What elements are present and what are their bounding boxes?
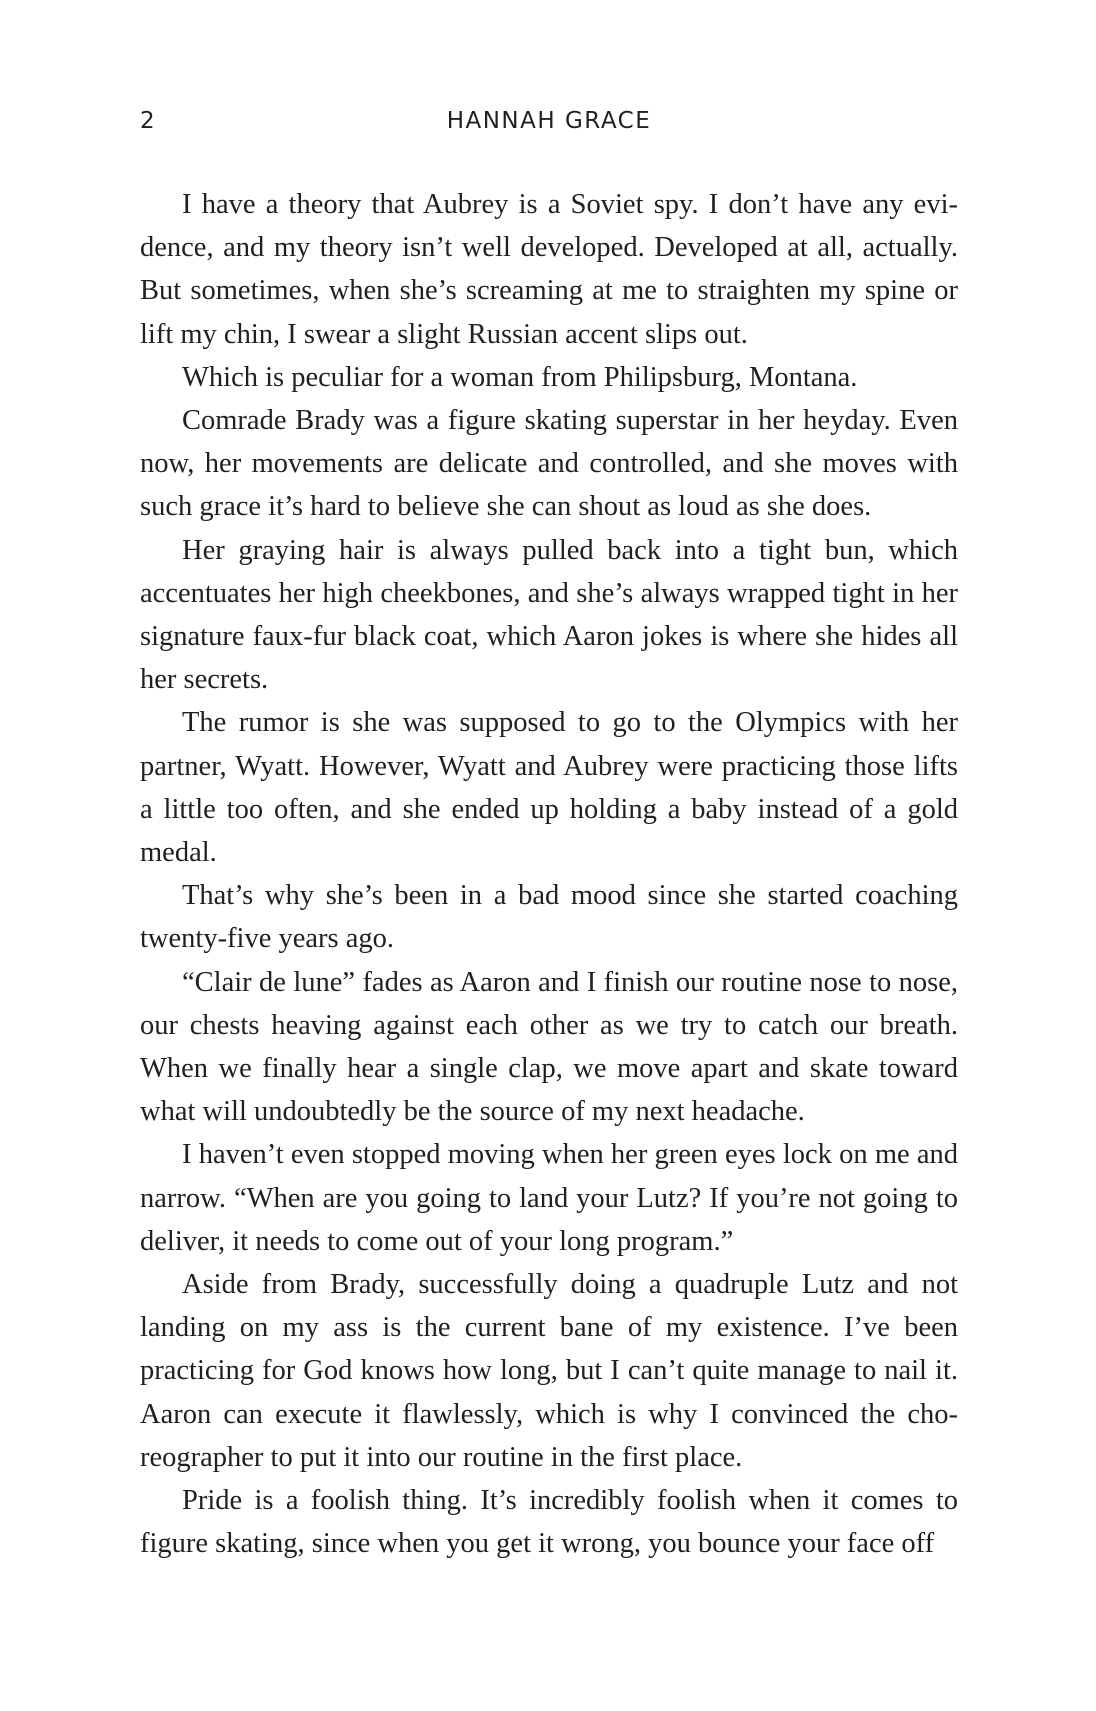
paragraph: Which is peculiar for a woman from Philipsburg, Montana. <box>182 361 858 393</box>
paragraph: The rumor is she was supposed to go to the Olympics with her partner, Wyatt. However, Wyatt and Aubrey were practicing those lifts a little too often, and she ended up holding a baby instead of a gold medal. <box>140 707 958 869</box>
paragraph: I have a theory that Aubrey is a Soviet spy. I don’t have any evidence, and my theory isn’t well developed. Developed at all, actually. But sometimes, when she’s screaming at me to straighten my spine or lift my chin, I swear a slight Russian accent slips out. <box>140 189 958 350</box>
paragraph: “Clair de lune” fades as Aaron and I finish our routine nose to nose, our chests heaving against each other as we try to catch our breath. When we finally hear a single clap, we move apart and skate toward what will undoubtedly be the source of my next headache. <box>140 966 958 1128</box>
paragraph: Pride is a foolish thing. It’s incredibly foolish when it comes to figure skating, since when you get it wrong, you bounce your face off <box>140 1485 958 1560</box>
paragraph: Her graying hair is always pulled back into a tight bun, which accentuates her high cheekbones, and she’s always wrapped tight in her signature faux-fur black coat, which Aaron jokes is where she hides all her secrets. <box>140 534 958 696</box>
body-text <box>140 183 958 1566</box>
paragraph: I haven’t even stopped moving when her green eyes lock on me and narrow. “When are you going to land your Lutz? If you’re not going to deliver, it needs to come out of your long program.” <box>140 1139 958 1257</box>
paragraph: Aside from Brady, successfully doing a quadruple Lutz and not landing on my ass is the current bane of my existence. I’ve been practicing for God knows how long, but I can’t quite manage to nail it. Aaron can execute it flawlessly, which is why I convinced the choreographer to put it into our routine in the first place. <box>140 1269 958 1473</box>
page-number: 2 <box>140 108 157 134</box>
paragraph: That’s why she’s been in a bad mood since she started coaching twenty-five years ago. <box>140 880 958 955</box>
paragraph: Comrade Brady was a figure skating superstar in her heyday. Even now, her movements are delicate and controlled, and she moves with such grace it’s hard to believe she can shout as loud as she does. <box>140 405 958 523</box>
running-header <box>140 108 958 140</box>
running-title: HANNAH GRACE <box>446 108 652 134</box>
